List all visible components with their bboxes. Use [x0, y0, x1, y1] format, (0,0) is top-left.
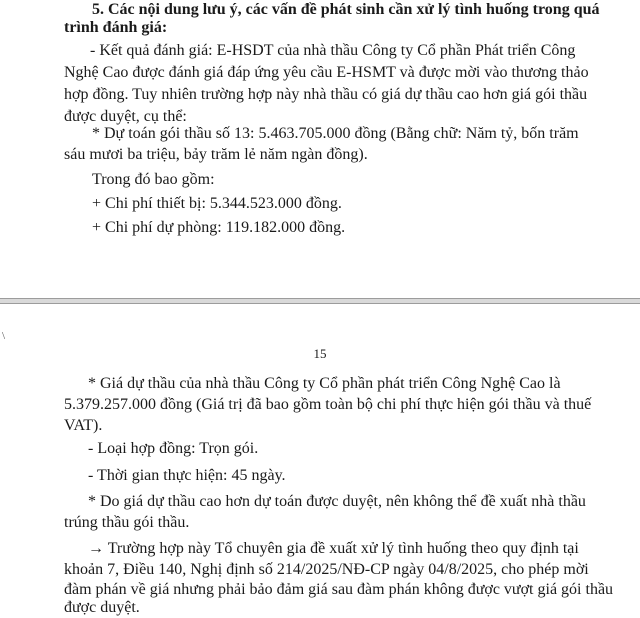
paragraph-line: * Giá dự thầu của nhà thầu Công ty Cổ phần phát triển Công Nghệ Cao là: [88, 375, 561, 392]
margin-mark: \: [2, 330, 6, 342]
paragraph-line: * Dự toán gói thầu số 13: 5.463.705.000 đồng (Bằng chữ: Năm tỷ, bốn trăm: [92, 125, 579, 142]
paragraph-line: đàm phán về giá nhưng phải bảo đảm giá sau đàm phán không được vượt giá gói thầu: [64, 581, 614, 598]
document-page-top: [0, 0, 640, 298]
list-item: + Chi phí thiết bị: 5.344.523.000 đồng.: [92, 195, 342, 212]
paragraph-line: được duyệt, cụ thể:: [64, 108, 187, 125]
page-number: 15: [313, 346, 327, 361]
section-heading-line: trình đánh giá:: [64, 19, 168, 36]
paragraph-line: 5.379.257.000 đồng (Giá trị đã bao gồm toàn bộ chi phí thực hiện gói thầu và thuế: [64, 396, 592, 413]
list-item: - Thời gian thực hiện: 45 ngày.: [88, 467, 286, 484]
paragraph-line: * Do giá dự thầu cao hơn dự toán được duyệt, nên không thể đề xuất nhà thầu: [88, 493, 586, 510]
document-page-bottom: [0, 304, 640, 616]
paragraph-line: - Kết quả đánh giá: E-HSDT của nhà thầu Công ty Cổ phần Phát triển Công: [90, 42, 576, 59]
paragraph-line: → Trường hợp này Tổ chuyên gia đề xuất xử lý tình huống theo quy định tại: [88, 540, 579, 557]
paragraph-line: VAT).: [64, 417, 103, 434]
paragraph-line: hợp đồng. Tuy nhiên trường hợp này nhà thầu có giá dự thầu cao hơn giá gói thầu: [64, 86, 588, 103]
paragraph-line: khoản 7, Điều 140, Nghị định số 214/2025/NĐ-CP ngày 04/8/2025, cho phép mời: [64, 561, 589, 578]
paragraph-line: được duyệt.: [64, 599, 140, 616]
paragraph-line: sáu mươi ba triệu, bảy trăm lẻ năm ngàn đồng).: [64, 146, 368, 163]
list-item: - Loại hợp đồng: Trọn gói.: [88, 440, 259, 457]
section-heading-line: 5. Các nội dung lưu ý, các vấn đề phát sinh cần xử lý tình huống trong quá: [92, 1, 600, 18]
paragraph-line: Trong đó bao gồm:: [92, 171, 215, 188]
list-item: + Chi phí dự phòng: 119.182.000 đồng.: [92, 219, 346, 236]
paragraph-line: Nghệ Cao được đánh giá đáp ứng yêu cầu E-HSMT và được mời vào thương thảo: [64, 64, 589, 81]
paragraph-line: trúng thầu gói thầu.: [64, 514, 190, 531]
